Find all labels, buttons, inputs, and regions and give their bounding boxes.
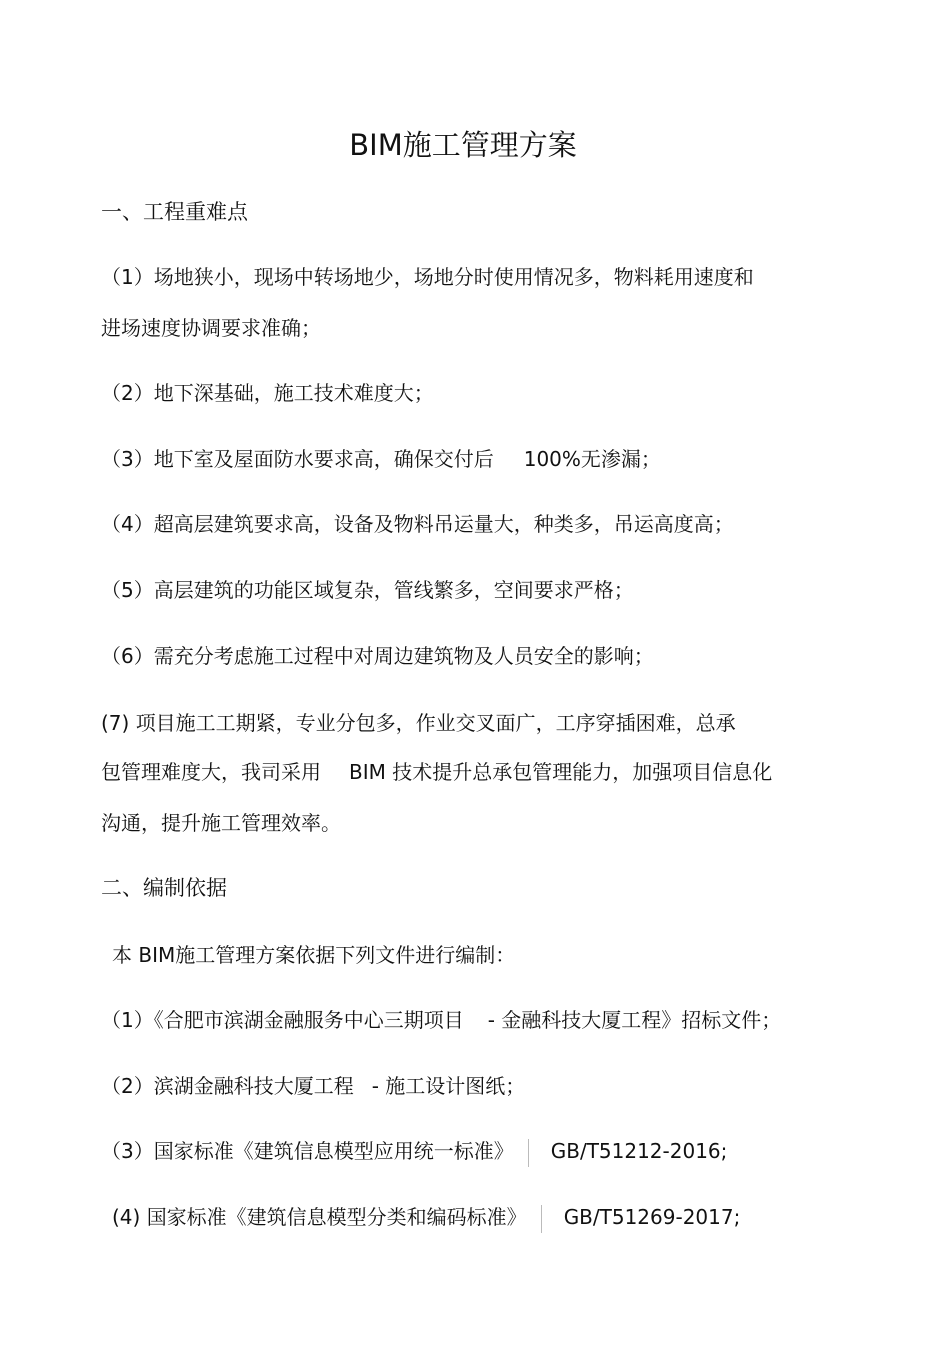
difficulty-item-1-line-2: 进场速度协调要求准确； [101,316,321,340]
basis-intro: 本 BIM施工管理方案依据下列文件进行编制： [112,943,516,967]
basis-item-4-text: (4) 国家标准《建筑信息模型分类和编码标准》 [112,1205,527,1229]
difficulty-item-7-line-2-b: BIM 技术提升总承包管理能力，加强项目信息化 [349,760,773,784]
separator-bar [541,1205,542,1233]
section-heading-basis: 二、编制依据 [101,876,227,900]
basis-item-1 [101,1007,781,1033]
basis-item-4-code: GB/T51269-2017; [563,1205,741,1229]
basis-item-3-code: GB/T51212-2016; [550,1139,728,1163]
basis-item-1-text: （1）《合肥市滨湖金融服务中心三期项目 [101,1008,464,1032]
difficulty-item-1-line-1: （1）场地狭小，现场中转场地少，场地分时使用情况多，物料耗用速度和 [101,265,754,289]
basis-item-2-text: （2）滨湖金融科技大厦工程 [101,1074,354,1098]
difficulty-item-2: （2）地下深基础，施工技术难度大； [101,381,434,405]
basis-item-3-text: （3）国家标准《建筑信息模型应用统一标准》 [101,1139,514,1163]
difficulty-item-7-line-3: 沟通，提升施工管理效率。 [101,811,341,835]
difficulty-item-7-line-2 [101,759,772,785]
difficulty-item-3 [101,446,661,472]
difficulty-item-4: （4）超高层建筑要求高，设备及物料吊运量大，种类多，吊运高度高； [101,512,734,536]
separator-bar [528,1139,529,1167]
difficulty-item-7-line-2-a: 包管理难度大，我司采用 [101,760,321,784]
difficulty-item-7-line-1: (7) 项目施工工期紧，专业分包多，作业交叉面广，工序穿插困难，总承 [101,711,736,735]
difficulty-item-5: （5）高层建筑的功能区域复杂，管线繁多，空间要求严格； [101,578,634,602]
difficulty-item-3-figure: 100%无渗漏； [523,447,661,471]
basis-item-4 [112,1204,740,1233]
basis-item-3 [101,1138,727,1167]
basis-item-1-tail: - 金融科技大厦工程》招标文件； [487,1008,782,1032]
difficulty-item-6: （6）需充分考虑施工过程中对周边建筑物及人员安全的影响； [101,644,654,668]
section-heading-difficulties: 一、工程重难点 [101,200,248,224]
basis-item-2-tail: - 施工设计图纸； [371,1074,526,1098]
difficulty-item-3-text: （3）地下室及屋面防水要求高，确保交付后 [101,447,494,471]
document-title: BIM施工管理方案 [349,128,577,162]
basis-item-2 [101,1073,525,1099]
